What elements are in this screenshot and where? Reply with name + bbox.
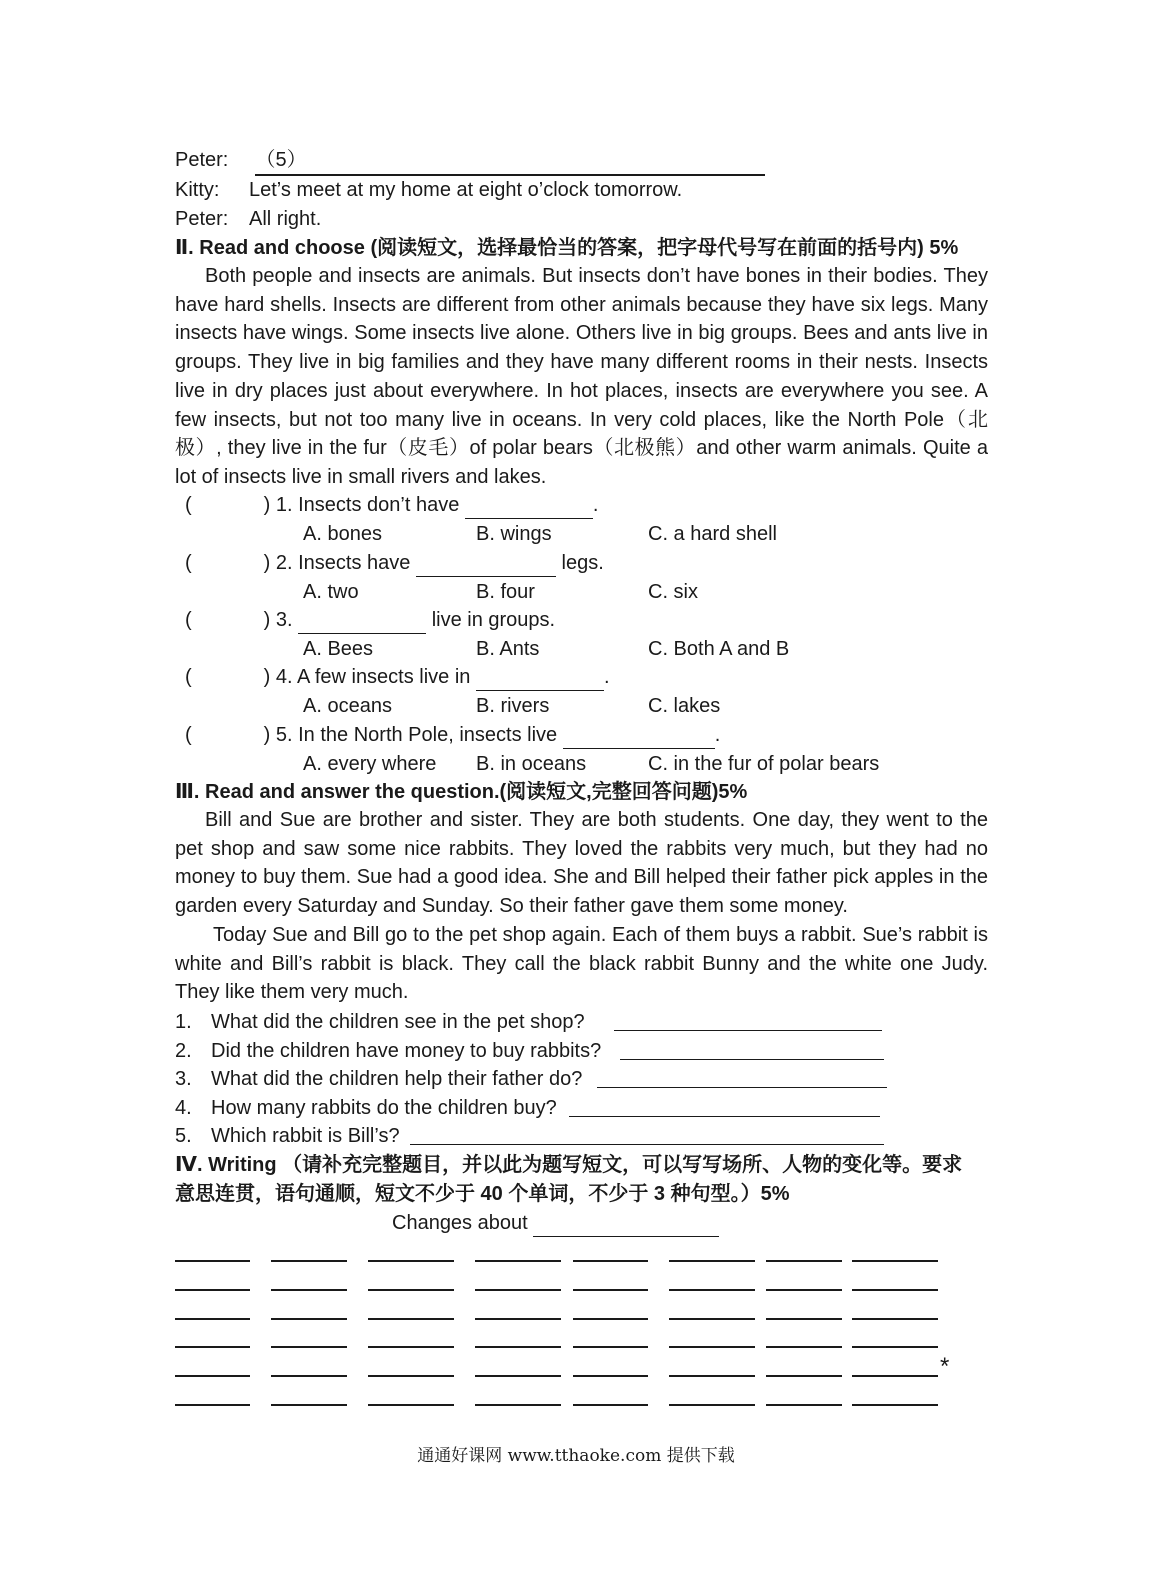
writing-line[interactable] (669, 1404, 755, 1406)
writing-line[interactable] (573, 1404, 648, 1406)
question-text: ) 3. (263, 609, 293, 631)
question-suffix: . (592, 494, 599, 516)
writing-line[interactable] (669, 1375, 755, 1377)
question-number: 1. (175, 1011, 192, 1033)
fill-blank[interactable] (465, 498, 593, 519)
option-c: C. Both A and B (648, 638, 790, 660)
answer-line[interactable] (569, 1116, 880, 1117)
writing-line[interactable] (175, 1404, 250, 1406)
option-c: C. six (648, 581, 698, 603)
answer-line[interactable] (597, 1087, 887, 1088)
writing-line[interactable] (573, 1318, 648, 1320)
section3-passage-1: Bill and Sue are brother and sister. They are both students. One day, they went to the pet shop and saw some nice rabbits. They loved the rabbits very much, but they had no money to buy them. Sue had a good idea. She and Bill helped their father pick apples in the garden every Saturday and Sunday. So their father gave them some money. (175, 809, 988, 918)
writing-line[interactable] (852, 1260, 938, 1262)
section3-passage-2: Today Sue and Bill go to the pet shop again. Each of them buys a rabbit. Sue’s rabbit is white and Bill’s rabbit is black. They call the black rabbit Bunny and the white one Judy. They like them very much. (175, 924, 988, 1004)
writing-line[interactable] (368, 1404, 454, 1406)
writing-line[interactable] (271, 1318, 347, 1320)
answer-paren-open: ( (185, 609, 192, 631)
speaker-label: Peter: (175, 149, 229, 171)
writing-line[interactable] (175, 1289, 250, 1291)
speaker-label: Peter: (175, 208, 229, 230)
question-text: How many rabbits do the children buy? (211, 1097, 557, 1119)
question-number: 3. (175, 1068, 192, 1090)
writing-line[interactable] (271, 1404, 347, 1406)
option-c: C. a hard shell (648, 523, 777, 545)
footer-credit: 通通好课网 www.tthaoke.com 提供下载 (417, 1446, 735, 1466)
fill-blank[interactable] (476, 670, 604, 691)
question-number: 5. (175, 1125, 192, 1147)
writing-line[interactable] (175, 1375, 250, 1377)
section4-heading-line-1: Ⅳ. Writing （请补充完整题目，并以此为题写短文，可以写写场所、人物的变化等。要求 (175, 1154, 963, 1176)
fill-blank[interactable] (563, 728, 715, 749)
dialogue-line-1 (175, 146, 765, 176)
option-a: A. every where (303, 753, 437, 775)
writing-line[interactable] (852, 1289, 938, 1291)
writing-line[interactable] (573, 1289, 648, 1291)
writing-line[interactable] (368, 1375, 454, 1377)
writing-line[interactable] (766, 1318, 842, 1320)
question-number: 4. (175, 1097, 192, 1119)
option-c: C. lakes (648, 695, 721, 717)
dialogue-text: Let’s meet at my home at eight o’clock tomorrow. (249, 179, 683, 201)
answer-paren-open: ( (185, 494, 192, 516)
option-a: A. bones (303, 523, 382, 545)
writing-line[interactable] (368, 1346, 454, 1348)
writing-line[interactable] (475, 1318, 561, 1320)
writing-line[interactable] (852, 1375, 938, 1377)
option-b: B. Ants (476, 638, 540, 660)
question-text: ) 5. In the North Pole, insects live (263, 724, 558, 746)
choice-question (185, 491, 598, 519)
writing-line[interactable] (669, 1289, 755, 1291)
option-b: B. in oceans (476, 753, 587, 775)
answer-paren-open: ( (185, 552, 192, 574)
question-text: ) 2. Insects have (263, 552, 411, 574)
writing-line[interactable] (766, 1404, 842, 1406)
writing-line[interactable] (766, 1289, 842, 1291)
section3-heading: Ⅲ. Read and answer the question.(阅读短文,完整回答问题)5% (175, 781, 748, 803)
answer-blank[interactable] (255, 146, 765, 176)
writing-line[interactable] (368, 1318, 454, 1320)
writing-title (392, 1209, 719, 1237)
question-text: ) 1. Insects don’t have (263, 494, 460, 516)
writing-line[interactable] (766, 1260, 842, 1262)
star-mark: * (940, 1353, 950, 1380)
writing-line[interactable] (475, 1375, 561, 1377)
question-text: Did the children have money to buy rabbits? (211, 1040, 602, 1062)
writing-line[interactable] (271, 1289, 347, 1291)
writing-line[interactable] (368, 1289, 454, 1291)
answer-line[interactable] (410, 1144, 884, 1145)
question-text: Which rabbit is Bill’s? (211, 1125, 400, 1147)
writing-line[interactable] (271, 1260, 347, 1262)
writing-line[interactable] (475, 1404, 561, 1406)
writing-line[interactable] (271, 1346, 347, 1348)
answer-line[interactable] (614, 1030, 882, 1031)
writing-line[interactable] (766, 1375, 842, 1377)
question-suffix: . (604, 666, 610, 688)
option-b: B. wings (476, 523, 552, 545)
question-text: What did the children see in the pet shop? (211, 1011, 585, 1033)
question-suffix: live in groups. (431, 609, 556, 631)
writing-line[interactable] (669, 1260, 755, 1262)
writing-line[interactable] (766, 1346, 842, 1348)
question-text: What did the children help their father do? (211, 1068, 583, 1090)
writing-title-blank[interactable] (533, 1216, 719, 1237)
section2-heading: Ⅱ. Read and choose (阅读短文，选择最恰当的答案，把字母代号写在前面的括号内) 5% (175, 237, 959, 259)
option-b: B. four (476, 581, 535, 603)
writing-line[interactable] (573, 1260, 648, 1262)
writing-line[interactable] (475, 1260, 561, 1262)
writing-line[interactable] (669, 1318, 755, 1320)
question-text: ) 4. A few insects live in (263, 666, 471, 688)
section2-passage: Both people and insects are animals. But insects don’t have bones in their bodies. They have hard shells. Insects are different from other animals because they have six legs. Many insects have wings. Some insects live alone. Others live in big groups. Bees and ants live in groups. They live in big families and they have many different rooms in their nests. Insects live in dry places just about everywhere. In hot places, insects are everywhere you see. A few insects, but not too many live in oceans. In very cold places, like the North Pole（北极）, they live in the fur（皮毛）of polar bears（北极熊）and other warm animals. Quite a lot of insects live in small rivers and lakes. (175, 265, 988, 488)
choice-question (185, 721, 720, 749)
blank-number: （5） (255, 149, 307, 171)
writing-line[interactable] (475, 1346, 561, 1348)
writing-line[interactable] (852, 1318, 938, 1320)
writing-line[interactable] (175, 1260, 250, 1262)
option-a: A. Bees (303, 638, 374, 660)
writing-line[interactable] (175, 1346, 250, 1348)
fill-blank[interactable] (416, 556, 556, 577)
choice-question (185, 663, 610, 691)
writing-line[interactable] (475, 1289, 561, 1291)
question-suffix: . (714, 724, 721, 746)
answer-paren-open: ( (185, 724, 192, 746)
answer-paren-open: ( (185, 666, 192, 688)
writing-line[interactable] (573, 1346, 648, 1348)
choice-question (185, 606, 555, 634)
question-number: 2. (175, 1040, 192, 1062)
option-a: A. oceans (303, 695, 392, 717)
choice-question (185, 549, 604, 577)
writing-line[interactable] (175, 1318, 250, 1320)
question-suffix: legs. (561, 552, 604, 574)
section4-heading-line-2: 意思连贯，语句通顺，短文不少于 40 个单词，不少于 3 种句型。）5% (175, 1183, 790, 1205)
option-b: B. rivers (476, 695, 550, 717)
answer-line[interactable] (620, 1059, 884, 1060)
speaker-label: Kitty: (175, 179, 220, 201)
writing-title-prefix: Changes about (392, 1212, 528, 1234)
writing-line[interactable] (573, 1375, 648, 1377)
dialogue-line-3 (175, 205, 321, 233)
writing-line[interactable] (271, 1375, 347, 1377)
writing-line[interactable] (669, 1346, 755, 1348)
writing-line[interactable] (852, 1346, 938, 1348)
option-a: A. two (303, 581, 359, 603)
dialogue-text: All right. (249, 208, 322, 230)
dialogue-line-2 (175, 176, 682, 204)
writing-line[interactable] (368, 1260, 454, 1262)
fill-blank[interactable] (298, 613, 426, 634)
option-c: C. in the fur of polar bears (648, 753, 880, 775)
writing-line[interactable] (852, 1404, 938, 1406)
